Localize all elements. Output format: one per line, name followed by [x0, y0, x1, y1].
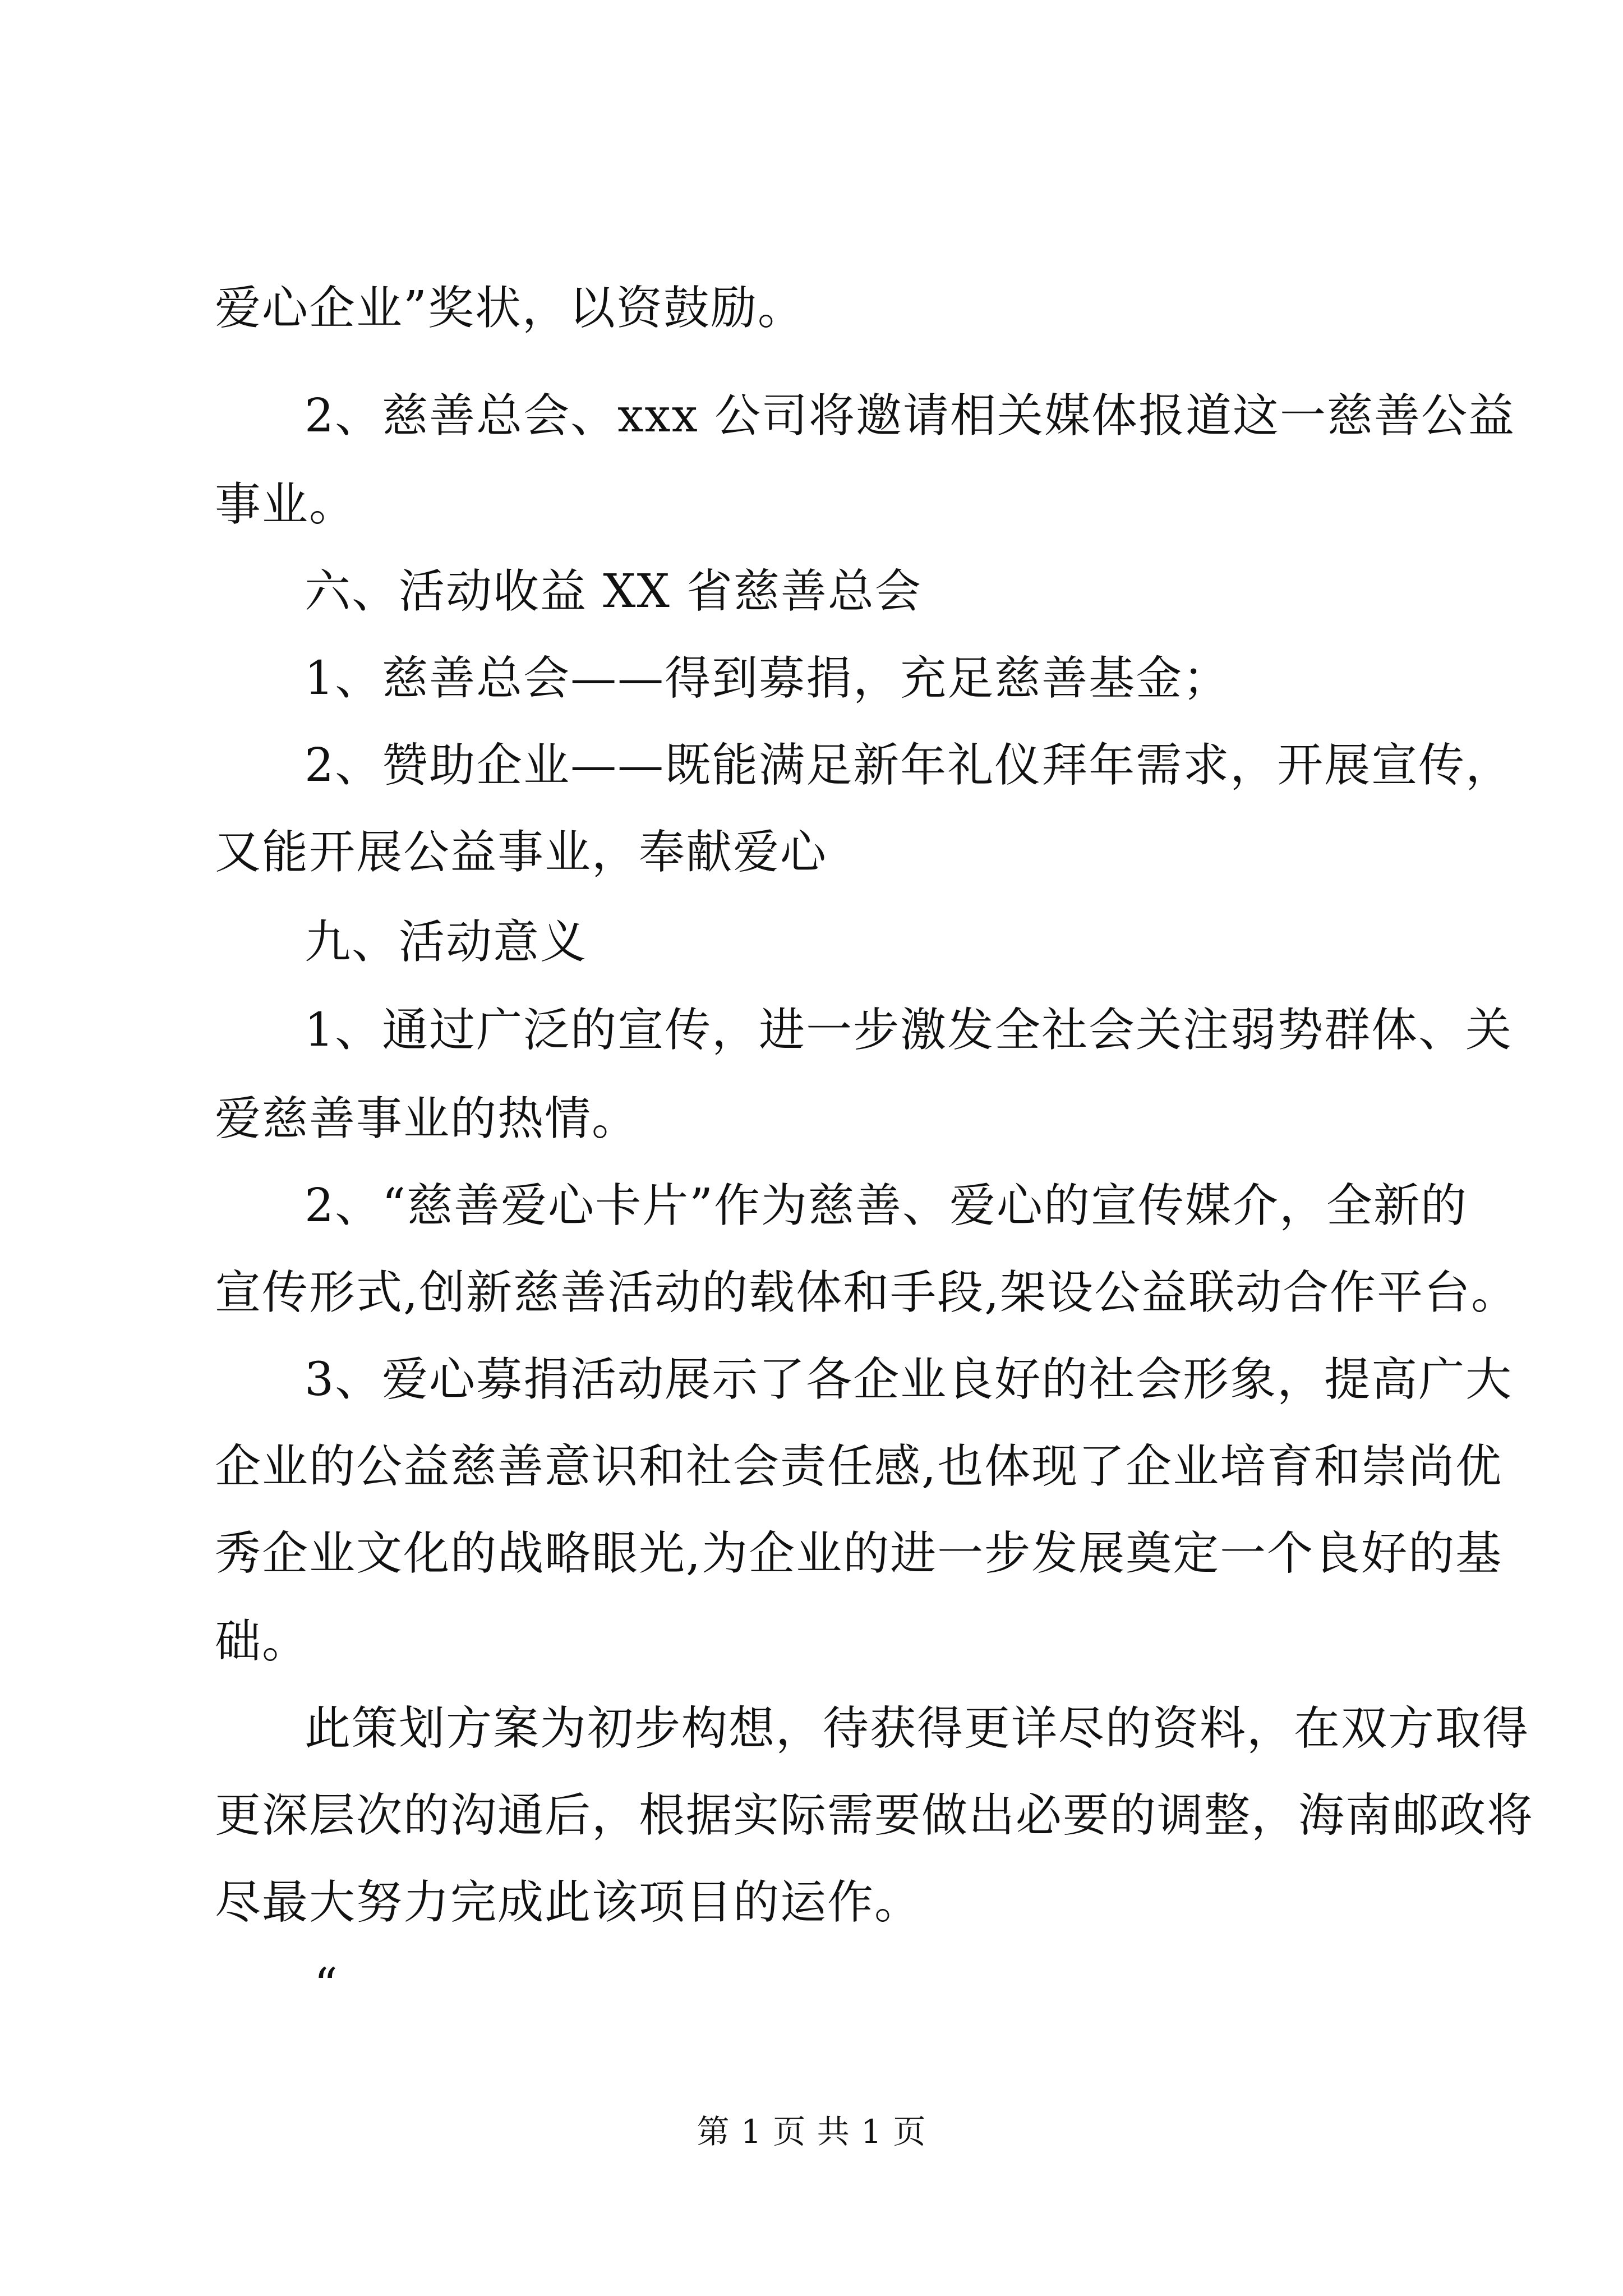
- text-line: 事业。: [215, 478, 357, 531]
- text-line: 爱心企业”奖状，以资鼓励。: [215, 282, 805, 335]
- text-line: 更深层次的沟通后，根据实际需要做出必要的调整，海南邮政将: [215, 1789, 1534, 1842]
- section-heading: 九、活动意义: [305, 915, 588, 969]
- section-heading: 六、活动收益 XX 省慈善总会: [305, 565, 922, 618]
- text-line: 此策划方案为初步构想，待获得更详尽的资料，在双方取得: [305, 1702, 1530, 1755]
- text-line: 1、慈善总会——得到募捐，充足慈善基金；: [305, 652, 1230, 705]
- text-line: 又能开展公益事业，奉献爱心: [215, 826, 828, 879]
- text-line: 尽最大努力完成此该项目的运作。: [215, 1876, 922, 1929]
- text-line: 2、慈善总会、xxx 公司将邀请相关媒体报道这一慈善公益: [305, 389, 1515, 443]
- text-line: 3、爱心募捐活动展示了各企业良好的社会形象，提高广大: [305, 1353, 1513, 1406]
- text-line: 2、“慈善爱心卡片”作为慈善、爱心的宣传媒介，全新的: [305, 1179, 1468, 1232]
- text-line: 1、通过广泛的宣传，进一步激发全社会关注弱势群体、关: [305, 1004, 1513, 1057]
- text-line: 宣传形式,创新慈善活动的载体和手段,架设公益联动合作平台。: [215, 1266, 1519, 1319]
- text-line: 2、赞助企业——既能满足新年礼仪拜年需求，开展宣传，: [305, 739, 1513, 792]
- stray-quote-mark: “: [314, 1959, 338, 2012]
- text-line: 础。: [215, 1615, 310, 1668]
- text-line: 企业的公益慈善意识和社会责任感,也体现了企业培育和崇尚优: [215, 1440, 1503, 1493]
- text-line: 爱慈善事业的热情。: [215, 1092, 639, 1145]
- page-footer: 第 1 页 共 1 页: [697, 2113, 926, 2151]
- text-line: 秀企业文化的战略眼光,为企业的进一步发展奠定一个良好的基: [215, 1527, 1503, 1580]
